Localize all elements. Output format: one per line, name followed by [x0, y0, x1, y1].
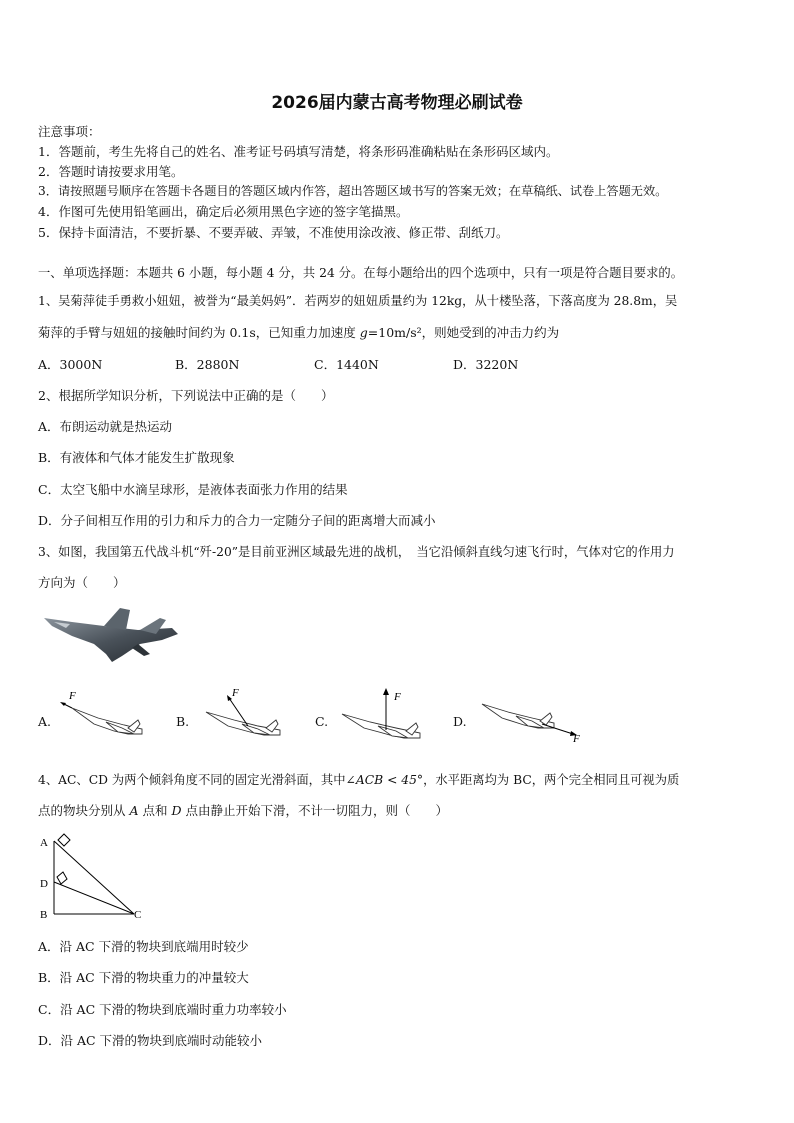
q3-option-d-label[interactable]: D.: [453, 714, 467, 729]
q3-stem-line1: 3、如图，我国第五代战斗机“歼-20”是目前亚洲区域最先进的战机， 当它沿倾斜直线匀速飞行时，气体对它的作用力: [38, 545, 675, 559]
q2-option-b[interactable]: B．有液体和气体才能发生扩散现象: [38, 450, 235, 465]
q4-stem-part-d: 点和: [138, 803, 172, 818]
q3-option-a-figure: [58, 688, 148, 740]
q3-option-a-label[interactable]: A.: [38, 714, 52, 729]
block-at-a: [58, 834, 70, 846]
q4-stem-part-a: 4、AC、CD 为两个倾斜角度不同的固定光滑斜面，其中: [38, 773, 346, 787]
q4-option-b[interactable]: B．沿 AC 下滑的物块重力的冲量较大: [38, 970, 249, 985]
label-d: D: [40, 878, 48, 890]
q4-option-d[interactable]: D．沿 AC 下滑的物块到底端时动能较小: [38, 1033, 263, 1048]
page-title: 2026届内蒙古高考物理必刷试卷: [271, 93, 523, 113]
q3-option-b-label[interactable]: B.: [176, 714, 190, 729]
q3-b-force-label: F: [232, 687, 239, 699]
q2-stem: 2、根据所学知识分析，下列说法中正确的是（ ）: [38, 388, 334, 403]
q4-incline-diagram: [34, 830, 154, 924]
q1-gravity-symbol: g: [359, 325, 368, 340]
q3-option-d-figure: [476, 694, 590, 744]
q4-stem-part-e: 点由静止开始下滑，不计一切阻力，则（ ）: [181, 803, 448, 818]
q4-option-c[interactable]: C．沿 AC 下滑的物块到底端时重力功率较小: [38, 1002, 287, 1017]
q1-stem-part-a: 菊萍的手臂与妞妞的接触时间约为 0.1s，已知重力加速度: [38, 325, 360, 340]
q4-option-a[interactable]: A．沿 AC 下滑的物块到底端用时较少: [38, 939, 249, 954]
q1-option-c[interactable]: C．1440N: [314, 357, 379, 372]
j20-fighter-image: [42, 604, 182, 666]
section-heading: 一、单项选择题：本题共 6 小题，每小题 4 分，共 24 分。在每小题给出的四个选项中，只有一项是符合题目要求的。: [38, 266, 683, 280]
q4-stem-line1: [38, 770, 679, 788]
block-at-d: [57, 872, 67, 884]
q3-d-force-label: F: [573, 733, 580, 744]
q3-a-force-label: F: [69, 690, 76, 702]
label-c: C: [134, 909, 142, 921]
q1-stem-part-b: =10m/s²，则她受到的冲击力约为: [367, 325, 560, 340]
diagram-incline-dc: [54, 882, 134, 914]
q3-stem-line2: 方向为（ ）: [38, 575, 126, 590]
notice-item-1: 1．答题前，考生先将自己的姓名、准考证号码填写清楚，将条形码准确粘贴在条形码区域内。: [38, 144, 559, 159]
notice-item-3: 3．请按照题号顺序在答题卡各题目的答题区域内作答，超出答题区域书写的答案无效；在草稿纸、试卷上答题无效。: [38, 184, 668, 198]
q1-option-b[interactable]: B．2880N: [175, 357, 240, 372]
q1-stem-line2: [38, 323, 559, 341]
q2-option-a[interactable]: A．布朗运动就是热运动: [38, 419, 173, 434]
q4-stem-part-b: ，水平距离均为 BC，两个完全相同且可视为质: [423, 773, 680, 787]
q4-stem-line2: [38, 801, 448, 819]
q1-option-d[interactable]: D．3220N: [453, 357, 519, 372]
notice-item-5: 5．保持卡面清洁，不要折暴、不要弄破、弄皱，不准使用涂改液、修正带、刮纸刀。: [38, 225, 509, 240]
q3-c-force-label: F: [394, 691, 401, 703]
q4-stem-part-c: 点的物块分别从: [38, 803, 130, 818]
q1-option-a[interactable]: A．3000N: [38, 357, 103, 372]
notice-item-2: 2．答题时请按要求用笔。: [38, 164, 184, 179]
label-a: A: [40, 837, 48, 849]
q2-option-d[interactable]: D．分子间相互作用的引力和斥力的合力一定随分子间的距离增大而减小: [38, 513, 436, 528]
notice-heading: 注意事项：: [38, 124, 101, 139]
notice-item-4: 4．作图可先使用铅笔画出，确定后必须用黑色字迹的签字笔描黑。: [38, 204, 409, 219]
q4-point-a: A: [129, 803, 139, 818]
q4-angle-condition: ∠ACB < 45°: [345, 773, 424, 787]
q2-option-c[interactable]: C．太空飞船中水滴呈球形，是液体表面张力作用的结果: [38, 482, 348, 497]
q3-option-b-figure: [196, 684, 292, 740]
q3-option-c-figure: [336, 684, 432, 742]
q3-option-c-label[interactable]: C.: [315, 714, 329, 729]
label-b: B: [40, 909, 48, 921]
q4-point-d: D: [171, 803, 182, 818]
q1-stem-line1: 1、吴菊萍徒手勇救小妞妞，被誉为“最美妈妈”．若两岁的妞妞质量约为 12kg，从十楼坠落，下落高度为 28.8m，吴: [38, 294, 678, 308]
